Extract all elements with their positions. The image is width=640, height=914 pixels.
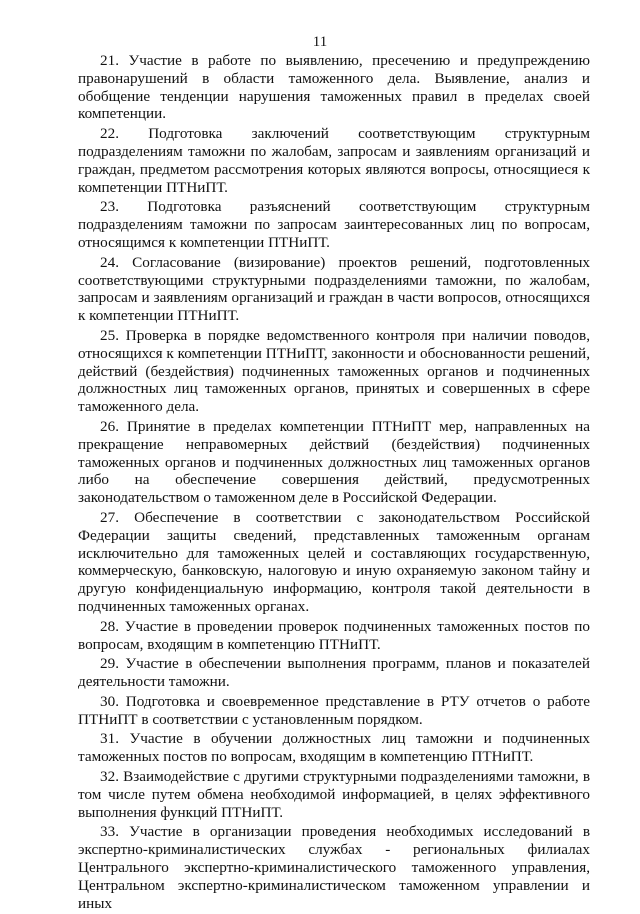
paragraph-29: 29. Участие в обеспечении выполнения программ, планов и показателей деятельности таможни. (78, 655, 590, 691)
paragraph-32: 32. Взаимодействие с другими структурными подразделениями таможни, в том числе путем обмена необходимой информацией, в целях эффективного выполнения функций ПТНиПТ. (78, 768, 590, 821)
page-number: 11 (312, 34, 328, 50)
paragraph-24: 24. Согласование (визирование) проектов решений, подготовленных соответствующими структурными подразделениями таможни, по жалобам, запросам и заявлениям организаций и граждан в части вопросов, относящихся к компетенции ПТНиПТ. (78, 253, 590, 325)
paragraph-26: 26. Принятие в пределах компетенции ПТНиПТ мер, направленных на прекращение неправомерных действий (бездействия) подчиненных таможенных органов и подчиненных должностных лиц таможенных органов либо на обеспечение совершения действий, предусмотренных законодательством о таможенном деле в Российской Федерации. (78, 417, 590, 507)
paragraph-27: 27. Обеспечение в соответствии с законодательством Российской Федерации защиты сведений, представленных таможенным органам исключительно для таможенных целей и составляющих государственную, коммерческую, банковскую, налоговую и иную охраняемую законом тайну и другую конфиденциальную информацию, контроля такой деятельности в подчиненных таможенных органах. (78, 508, 590, 615)
paragraph-22: 22. Подготовка заключений соответствующим структурным подразделениям таможни по жалобам, запросам и заявлениям организаций и граждан, предметом рассмотрения которых являются вопросы, относящиеся к компетенции ПТНиПТ. (78, 125, 590, 196)
paragraph-28: 28. Участие в проведении проверок подчиненных таможенных постов по вопросам, входящим в компетенцию ПТНиПТ. (78, 617, 590, 653)
paragraph-31: 31. Участие в обучении должностных лиц таможни и подчиненных таможенных постов по вопросам, входящим в компетенцию ПТНиПТ. (78, 730, 590, 766)
paragraph-30: 30. Подготовка и своевременное представление в РТУ отчетов о работе ПТНиПТ в соответствии с установленным порядком. (78, 692, 590, 728)
paragraph-21: 21. Участие в работе по выявлению, пресечению и предупреждению правонарушений в области таможенного дела. Выявление, анализ и обобщение тенденции нарушения таможенных правил в пределах своей компетенции. (78, 52, 590, 123)
paragraph-25: 25. Проверка в порядке ведомственного контроля при наличии поводов, относящихся к компетенции ПТНиПТ, законности и обоснованности решений, действий (бездействия) подчиненных таможенных органов и подчиненных должностных лиц таможенных органов, принятых и совершенных в сфере таможенного дела. (78, 326, 590, 416)
paragraph-23: 23. Подготовка разъяснений соответствующим структурным подразделениям таможни по запросам заинтересованных лиц по вопросам, относящимся к компетенции ПТНиПТ. (78, 198, 590, 251)
paragraph-33: 33. Участие в организации проведения необходимых исследований в экспертно-криминалистических службах - региональных филиалах Центрального экспертно-криминалистического таможенного управления, Центральном экспертно-криминалистическом таможенном управлении и иных (78, 823, 590, 912)
document-body (78, 52, 590, 914)
